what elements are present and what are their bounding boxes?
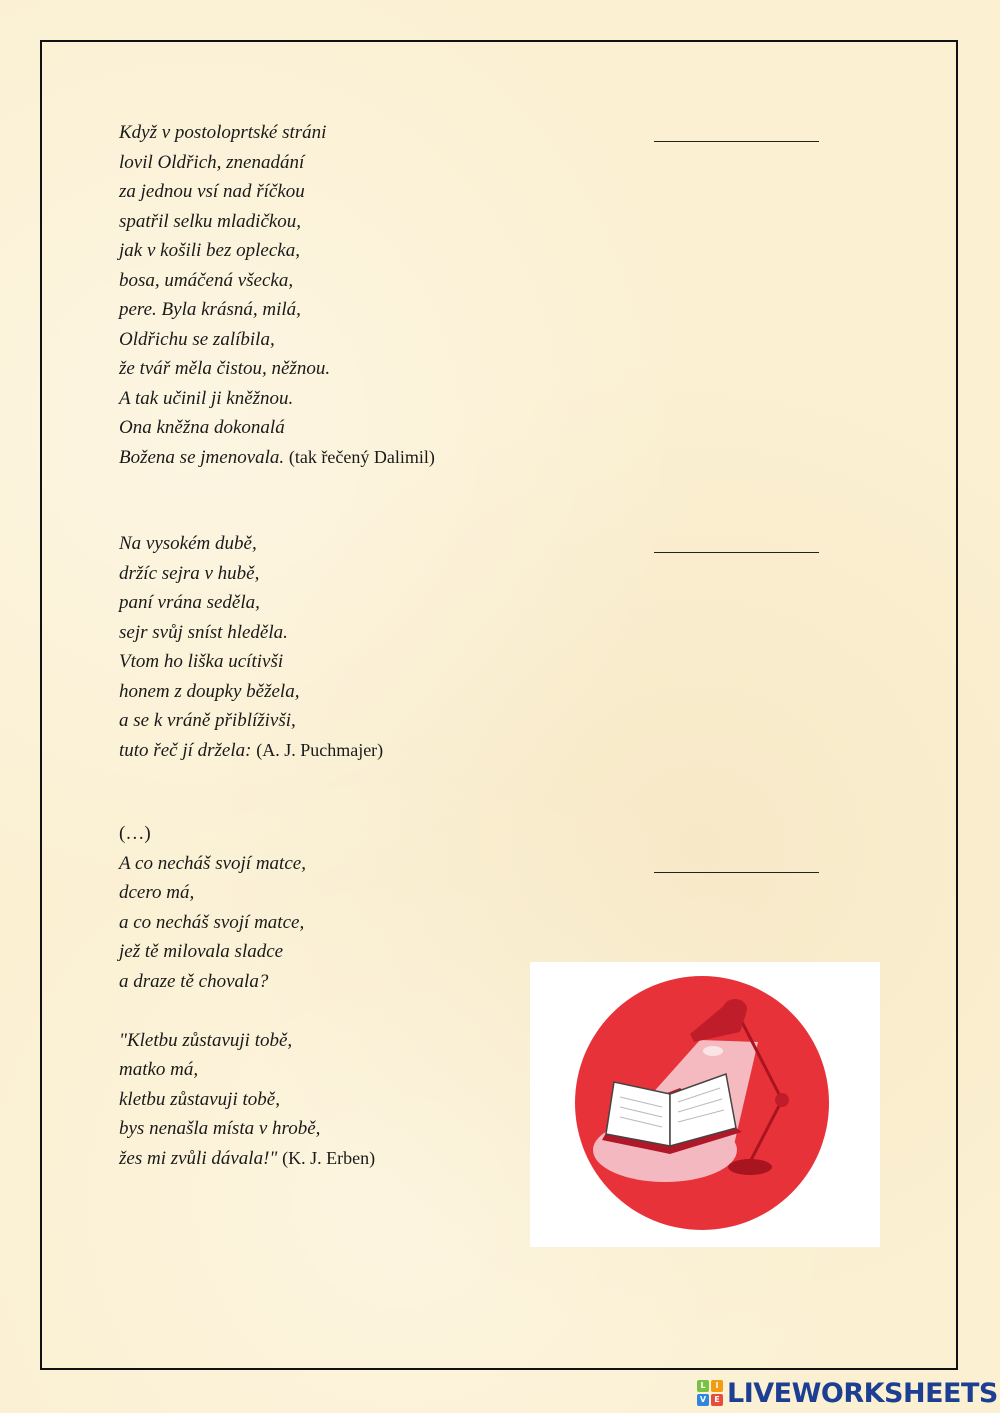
poem-line: Vtom ho liška ucítivši <box>119 651 284 672</box>
reading-lamp-book-icon <box>530 962 880 1247</box>
poem-1 <box>119 118 435 472</box>
poem-line: sejr svůj sníst hleděla. <box>119 621 288 643</box>
poem-author: (K. J. Erben) <box>282 1147 376 1168</box>
poem-line: žes mi zvůli dávala!" (K. J. Erben) <box>119 1147 376 1169</box>
poem-line: Když v postoloprtské stráni <box>119 122 327 143</box>
illustration <box>530 962 880 1247</box>
poem-line: jak v košili bez oplecka, <box>119 240 300 261</box>
answer-blank-2[interactable] <box>654 551 819 553</box>
poem-line: matko má, <box>119 1059 199 1080</box>
poem-line: a draze tě chovala? <box>119 970 269 992</box>
poem-line: pere. Byla krásná, milá, <box>119 299 301 320</box>
liveworksheets-logo <box>697 1378 998 1408</box>
answer-blank-3[interactable] <box>654 871 819 873</box>
poem-line: Ona kněžna dokonalá <box>119 417 285 438</box>
poem-line: lovil Oldřich, znenadání <box>119 151 305 173</box>
poem-line: Oldřichu se zalíbila, <box>119 328 275 350</box>
poem-line: dcero má, <box>119 882 195 903</box>
poem-ellipsis: (…) <box>119 823 151 844</box>
poem-line: jež tě milovala sladce <box>119 941 284 962</box>
poem-line: že tvář měla čistou, něžnou. <box>119 358 331 379</box>
poem-line: Na vysokém dubě, <box>119 533 257 554</box>
logo-mark-icon: L I V E <box>697 1380 723 1406</box>
poem-line: A tak učinil ji kněžnou. <box>119 387 294 409</box>
poem-line: paní vrána seděla, <box>119 592 260 613</box>
poem-line: tuto řeč jí držela: (A. J. Puchmajer) <box>119 739 384 761</box>
poem-line: držíc sejra v hubě, <box>119 562 260 584</box>
poem-line: kletbu zůstavuji tobě, <box>119 1088 280 1110</box>
poem-line: a co necháš svojí matce, <box>119 911 305 933</box>
poem-line: Božena se jmenovala. (tak řečený Dalimil) <box>119 446 435 468</box>
poem-line: "Kletbu zůstavuji tobě, <box>119 1029 293 1051</box>
poem-line: A co necháš svojí matce, <box>119 852 306 874</box>
poem-line: bys nenašla místa v hrobě, <box>119 1118 321 1139</box>
poem-line: a se k vráně přiblíživši, <box>119 710 296 731</box>
poem-line: bosa, umáčená všecka, <box>119 269 294 291</box>
poem-author: (A. J. Puchmajer) <box>256 739 384 760</box>
answer-blank-1[interactable] <box>654 140 819 142</box>
poem-line: spatřil selku mladičkou, <box>119 210 302 232</box>
poem-line: honem z doupky běžela, <box>119 680 300 702</box>
logo-text: LIVEWORKSHEETS <box>727 1377 998 1409</box>
poem-2 <box>119 529 383 765</box>
poem-3 <box>119 819 375 1173</box>
poem-author: (tak řečený Dalimil) <box>288 446 435 467</box>
poem-line: za jednou vsí nad říčkou <box>119 181 305 202</box>
